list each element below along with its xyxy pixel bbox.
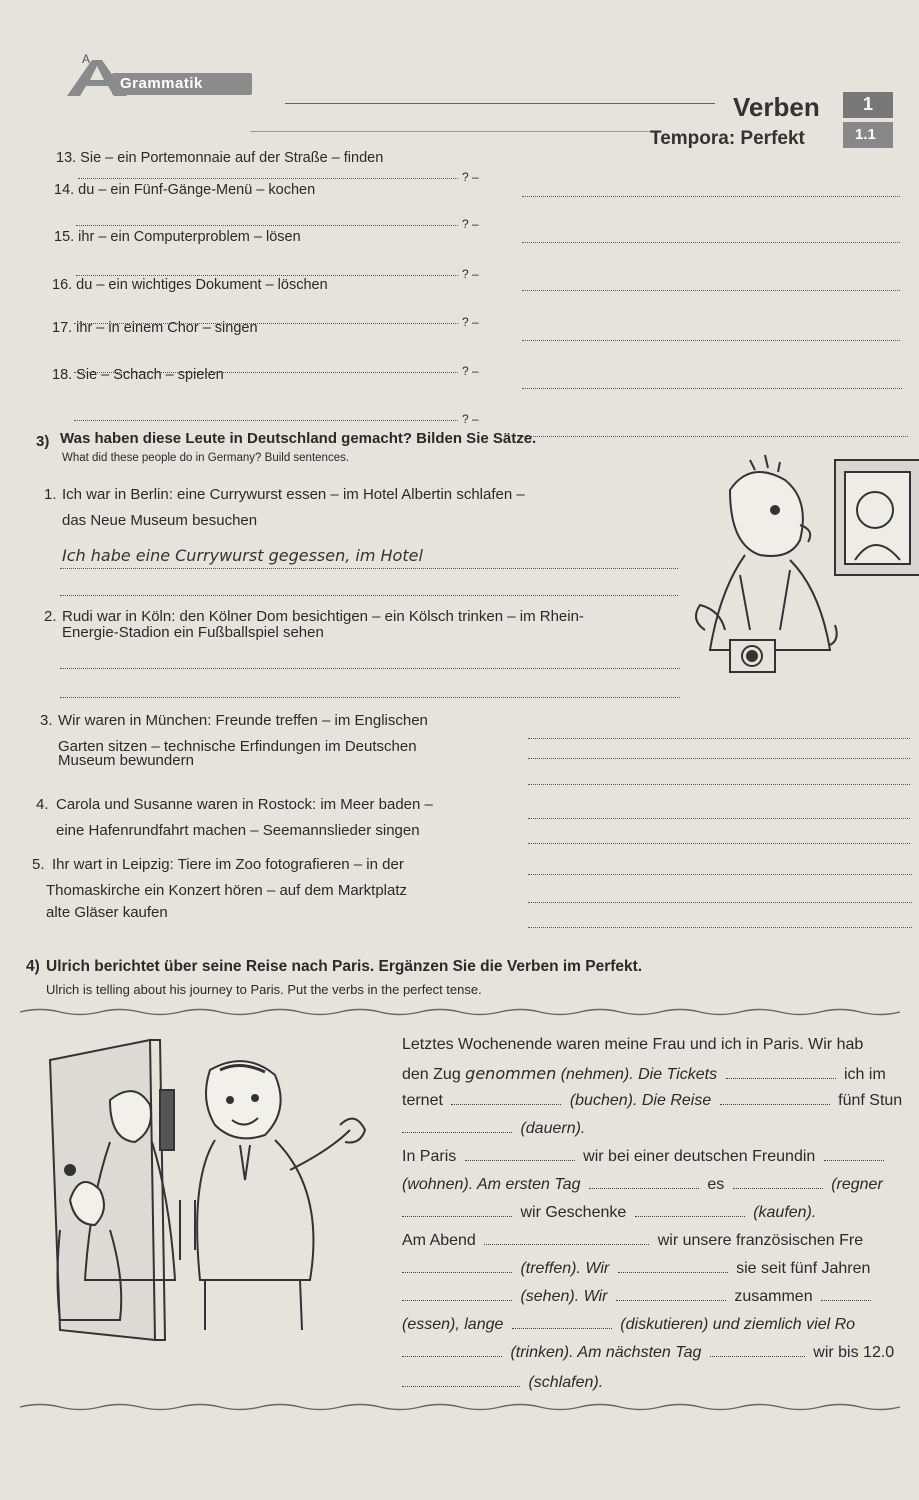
story-text-part: den Zug <box>402 1066 461 1083</box>
list-item: 16. du – ein wichtiges Dokument – löschen <box>52 277 328 293</box>
exercise-title: Ulrich berichtet über seine Reise nach Paris. Ergänzen Sie die Verben im Perfekt. <box>46 958 643 975</box>
blank-field[interactable] <box>821 1299 871 1301</box>
question-marker: ? – <box>462 315 479 329</box>
blank-field[interactable] <box>402 1385 520 1387</box>
item-text: Energie-Stadion ein Fußballspiel sehen <box>62 624 324 641</box>
item-text: Thomaskirche ein Konzert hören – auf dem Marktplatz <box>46 882 408 899</box>
answer-line[interactable] <box>528 784 910 785</box>
tab-sub-box <box>843 122 893 148</box>
question-marker: ? – <box>462 412 479 426</box>
story-text-part: (kaufen). <box>753 1204 817 1221</box>
answer-line[interactable] <box>528 758 910 759</box>
blank-field[interactable] <box>589 1187 699 1189</box>
blank-field[interactable] <box>710 1355 805 1357</box>
story-line <box>402 1092 902 1110</box>
item-number: 1. <box>44 486 57 503</box>
blank-field[interactable] <box>402 1271 512 1273</box>
tab-sub: 1.1 <box>855 126 876 143</box>
exercise-subtitle: What did these people do in Germany? Build sentences. <box>62 452 350 464</box>
handwritten-answer[interactable]: Ich habe eine Currywurst gegessen, im Hotel <box>62 546 423 565</box>
story-text-part: zusammen <box>734 1288 813 1305</box>
subtopic-title: Tempora: Perfekt <box>650 128 805 149</box>
item-text: Ihr wart in Leipzig: Tiere im Zoo fotografieren – in der <box>52 856 404 873</box>
item-number: 4. <box>36 796 49 813</box>
story-text-part: fünf Stun <box>838 1092 903 1109</box>
section-title: Grammatik <box>120 75 203 92</box>
story-text-part: (regner <box>831 1176 883 1193</box>
story-line <box>402 1260 870 1278</box>
exercise-number: 4) <box>26 958 40 975</box>
story-text-part: ich im <box>843 1066 886 1083</box>
blank-field[interactable] <box>402 1355 502 1357</box>
blank-field[interactable] <box>616 1299 726 1301</box>
list-item: 13. Sie – ein Portemonnaie auf der Straße – finden <box>56 150 384 166</box>
story-text-part: ternet <box>402 1092 443 1109</box>
tab-number: 1 <box>863 94 874 114</box>
blank-field[interactable] <box>824 1159 884 1161</box>
story-line <box>402 1176 883 1194</box>
story-text-part: (buchen). Die Reise <box>569 1092 712 1109</box>
story-text-part: es <box>707 1176 725 1193</box>
story-text-part: wir bis 12.0 <box>813 1344 895 1361</box>
answer-line[interactable] <box>528 927 912 928</box>
story-text-part: Am Abend <box>402 1232 476 1249</box>
question-marker: ? – <box>462 217 479 231</box>
story-line <box>402 1064 886 1084</box>
answer-line[interactable] <box>528 902 912 903</box>
story-text-part: In Paris <box>402 1148 457 1165</box>
item-text: Wir waren in München: Freunde treffen – im Englischen <box>58 712 428 729</box>
story-line <box>402 1316 855 1334</box>
wavy-border-top <box>0 1005 919 1019</box>
item-text: Ich war in Berlin: eine Currywurst essen – im Hotel Albertin schlafen – <box>62 486 525 503</box>
tab-number-box <box>843 92 893 118</box>
story-text-part: (dauern). <box>520 1120 586 1137</box>
item-number: 3. <box>40 712 53 729</box>
story-text-part: (essen), lange <box>402 1316 504 1333</box>
filled-answer[interactable]: genommen <box>465 1064 557 1083</box>
story-text-part: (treffen). Wir <box>520 1260 610 1277</box>
answer-line[interactable] <box>60 697 680 698</box>
answer-line[interactable] <box>528 874 912 875</box>
story-line <box>402 1232 863 1250</box>
section-letter: A <box>82 52 91 66</box>
story-line <box>402 1288 875 1306</box>
item-number: 2. <box>44 608 57 625</box>
exercise-number: 3) <box>36 433 50 450</box>
story-text-part: sie seit fünf Jahren <box>736 1260 871 1277</box>
item-number: 5. <box>32 856 45 873</box>
blank-field[interactable] <box>465 1159 575 1161</box>
blank-field[interactable] <box>402 1131 512 1133</box>
story-text-part: (wohnen). Am ersten Tag <box>402 1176 581 1193</box>
story-line <box>402 1374 603 1392</box>
list-item: 18. Sie – Schach – spielen <box>52 367 224 383</box>
story-text-part: (diskutieren) und ziemlich viel Ro <box>620 1316 856 1333</box>
answer-line[interactable] <box>528 843 910 844</box>
answer-line[interactable] <box>60 595 678 596</box>
story-line: Letztes Wochenende waren meine Frau und ich in Paris. Wir hab <box>402 1036 864 1053</box>
story-text-part: (nehmen). Die Tickets <box>560 1066 718 1083</box>
story-line <box>402 1204 816 1222</box>
story-line <box>402 1344 894 1362</box>
party-illustration <box>40 1030 390 1350</box>
question-marker: ? – <box>462 364 479 378</box>
story-line <box>402 1148 888 1166</box>
answer-line[interactable] <box>60 568 678 569</box>
wavy-border-bottom <box>0 1400 919 1414</box>
blank-field[interactable] <box>726 1077 836 1079</box>
section-title-bar <box>112 73 252 95</box>
blank-field[interactable] <box>635 1215 745 1217</box>
story-line <box>402 1120 585 1138</box>
item-text: das Neue Museum besuchen <box>62 512 258 529</box>
item-text: Garten sitzen – technische Erfindungen im Deutschen <box>58 738 417 755</box>
tourist-illustration <box>690 450 919 700</box>
list-item: 14. du – ein Fünf-Gänge-Menü – kochen <box>54 182 316 198</box>
item-text: eine Hafenrundfahrt machen – Seemannslieder singen <box>56 822 420 839</box>
story-text-part: (sehen). Wir <box>520 1288 608 1305</box>
story-text-part: (schlafen). <box>528 1374 604 1391</box>
exercise-title: Was haben diese Leute in Deutschland gemacht? Bilden Sie Sätze. <box>60 430 537 447</box>
blank-field[interactable] <box>512 1327 612 1329</box>
blank-field[interactable] <box>451 1103 561 1105</box>
blank-field[interactable] <box>618 1271 728 1273</box>
answer-line[interactable] <box>528 738 910 739</box>
blank-field[interactable] <box>402 1215 512 1217</box>
blank-field[interactable] <box>733 1187 823 1189</box>
question-marker: ? – <box>462 170 479 184</box>
topic-title: Verben <box>733 92 820 122</box>
blank-field[interactable] <box>402 1299 512 1301</box>
item-text: Rudi war in Köln: den Kölner Dom besichtigen – ein Kölsch trinken – im Rhein- <box>62 608 584 625</box>
answer-line[interactable] <box>60 668 680 669</box>
exercise-subtitle: Ulrich is telling about his journey to Paris. Put the verbs in the perfect tense. <box>46 982 482 997</box>
list-item: 15. ihr – ein Computerproblem – lösen <box>54 229 301 245</box>
question-marker: ? – <box>462 267 479 281</box>
item-text: alte Gläser kaufen <box>46 904 168 921</box>
blank-field[interactable] <box>484 1243 649 1245</box>
story-text-part: (trinken). Am nächsten Tag <box>510 1344 702 1361</box>
story-text-part: wir unsere französischen Fre <box>657 1232 864 1249</box>
item-text: Museum bewundern <box>58 752 194 769</box>
answer-line[interactable] <box>528 818 910 819</box>
story-text-part: wir bei einer deutschen Freundin <box>583 1148 816 1165</box>
item-text: Carola und Susanne waren in Rostock: im Meer baden – <box>56 796 433 813</box>
list-item: 17. ihr – in einem Chor – singen <box>52 320 258 336</box>
story-text-part: wir Geschenke <box>520 1204 627 1221</box>
blank-field[interactable] <box>720 1103 830 1105</box>
